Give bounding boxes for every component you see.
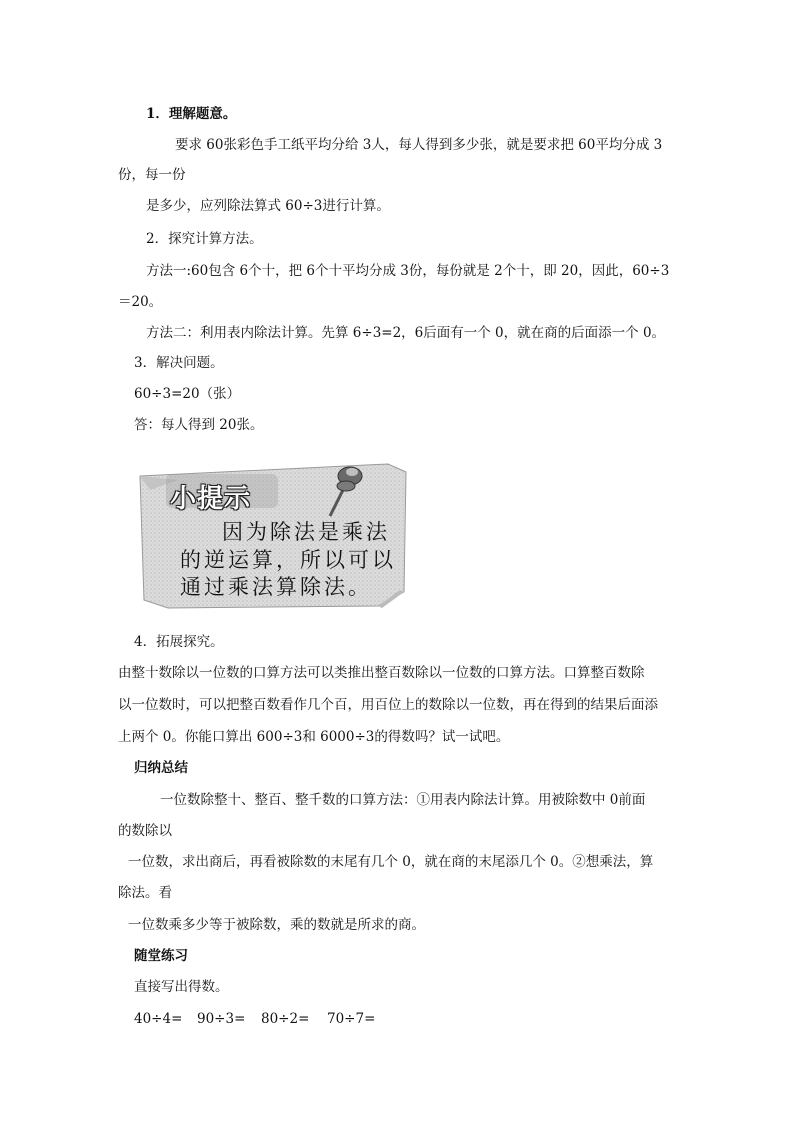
paragraph-line: 要求 60张彩色手工纸平均分给 3人，每人得到多少张，就是要求把 60平均分成 3 — [175, 137, 663, 153]
paragraph-line: 一位数乘多少等于被除数，乘的数就是所求的商。 — [128, 917, 425, 933]
paragraph-line: 份，每一份 — [118, 167, 186, 183]
tip-card — [138, 460, 410, 610]
exercise-item: 80÷2= — [261, 1011, 310, 1027]
paragraph-line: ＝20。 — [118, 294, 163, 310]
answer-line: 答：每人得到 20张。 — [134, 417, 264, 433]
tip-text-line: 因为除法是乘法 — [222, 520, 390, 544]
paragraph-line: 的数除以 — [118, 823, 172, 839]
paragraph-line: 一位数除整十、整百、整千数的口算方法：①用表内除法计算。用被除数中 0前面 — [160, 792, 646, 808]
paragraph-line: 以一位数时，可以把整百数看作几个百，用百位上的数除以一位数，再在得到的结果后面添 — [118, 697, 658, 713]
section-1-heading: 1．理解题意。 — [146, 106, 237, 122]
section-3-heading: 3．解决问题。 — [134, 355, 224, 371]
paragraph-line: 一位数，求出商后，再看被除数的末尾有几个 0，就在商的末尾添几个 0。②想乘法，算 — [128, 854, 654, 870]
section-2-heading: 2．探究计算方法。 — [146, 231, 263, 247]
paragraph-line: 上两个 0。你能口算出 600÷3和 6000÷3的得数吗？试一试吧。 — [118, 729, 510, 745]
exercise-item: 40÷4= — [134, 1011, 183, 1027]
paragraph-line: 方法二：利用表内除法计算。先算 6÷3=2，6后面有一个 0，就在商的后面添一个 0。 — [146, 325, 666, 341]
exercise-item: 70÷7= — [327, 1011, 376, 1027]
paragraph-line: 由整十数除以一位数的口算方法可以类推出整百数除以一位数的口算方法。口算整百数除 — [118, 665, 645, 681]
practice-heading: 随堂练习 — [134, 948, 188, 964]
paragraph-line: 除法。看 — [118, 885, 172, 901]
paragraph-line: 是多少，应列除法算式 60÷3进行计算。 — [146, 198, 390, 214]
section-4-heading: 4．拓展探究。 — [134, 634, 224, 650]
paragraph-line: 方法一:60包含 6个十，把 6个十平均分成 3份，每份就是 2个十，即 20，因此，60÷3 — [146, 263, 670, 279]
tip-text-line: 通过乘法算除法。 — [180, 575, 372, 599]
equation-line: 60÷3=20（张） — [134, 386, 241, 402]
summary-heading: 归纳总结 — [134, 760, 188, 776]
tip-text-line: 的逆运算，所以可以 — [180, 548, 396, 572]
practice-instruction: 直接写出得数。 — [134, 979, 229, 995]
exercise-item: 90÷3= — [197, 1011, 246, 1027]
tip-title: 小提示 — [170, 484, 252, 514]
